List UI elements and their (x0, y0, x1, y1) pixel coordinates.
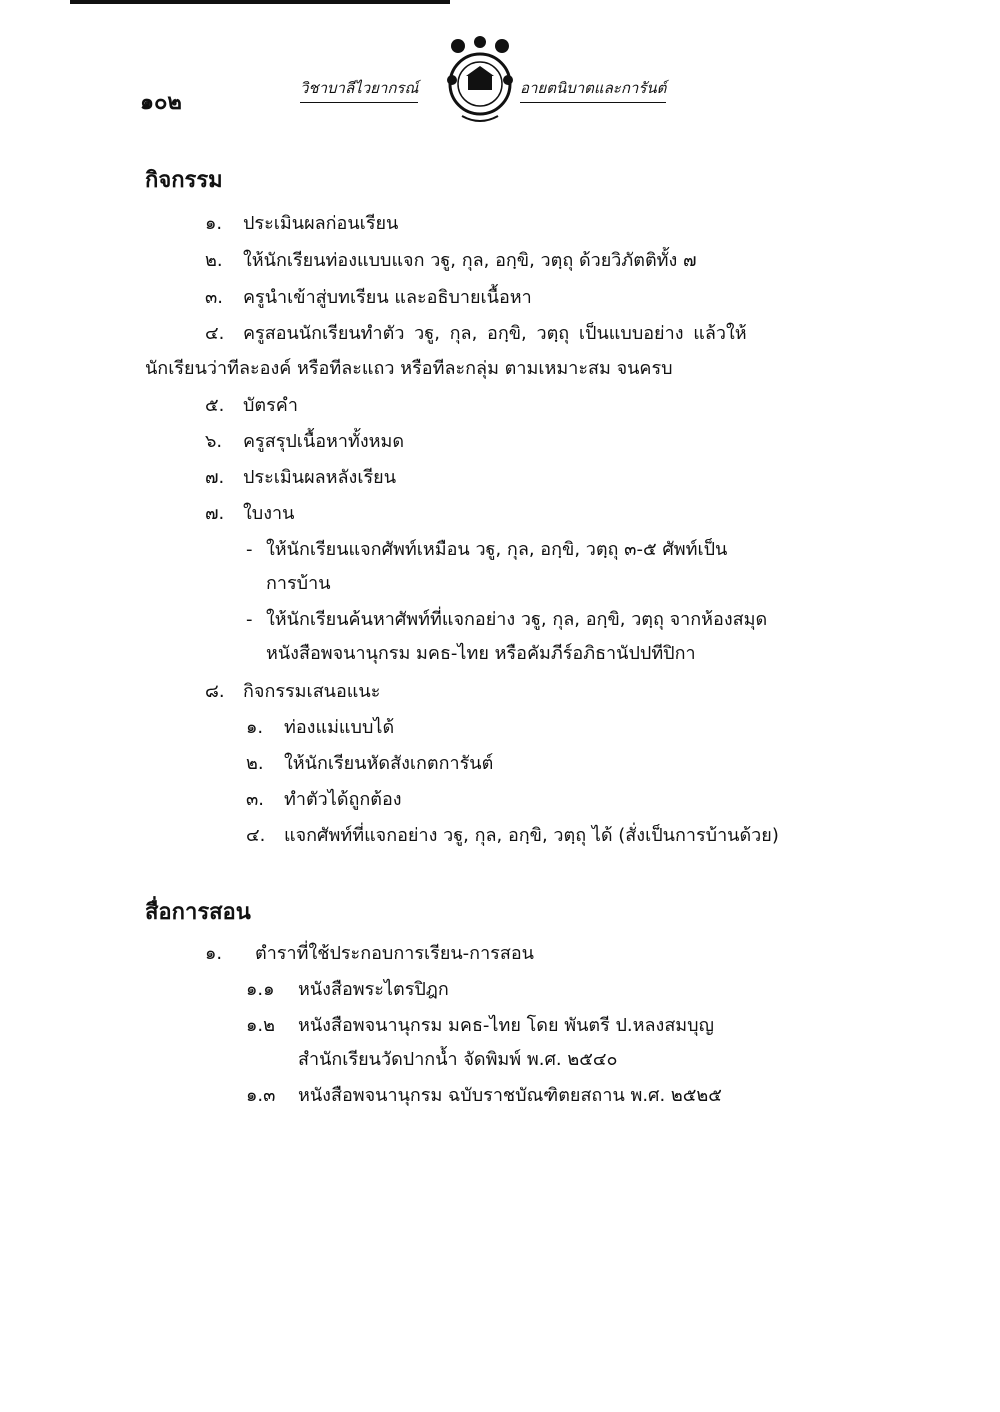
item-number: ๔. (205, 323, 225, 344)
page-number: ๑๐๒ (140, 90, 182, 115)
item-text: ใบงาน (243, 503, 295, 524)
item-number: ๖. (205, 431, 223, 452)
worksheet-item (246, 604, 767, 633)
item-number: ๑.๓ (246, 1085, 276, 1106)
item-text: ประเมินผลหลังเรียน (243, 467, 397, 488)
item-text: ให้นักเรียนท่องแบบแจก วฐู, กุล, อกฺขิ, วตฺถุ ด้วยวิภัตติทั้ง ๗ (243, 250, 697, 271)
item-number: ๓. (246, 789, 265, 810)
item-text: ครูนำเข้าสู่บทเรียน และอธิบายเนื้อหา (243, 287, 532, 308)
emblem-seal-icon (438, 36, 522, 126)
worksheet-item (246, 534, 727, 563)
item-text: ทำตัวได้ถูกต้อง (284, 789, 402, 810)
item-number: ๑. (205, 213, 223, 234)
suggested-item (246, 784, 402, 813)
item-text: หนังสือพจนานุกรม ฉบับราชบัณฑิตยสถาน พ.ศ. ๒๕๒๕ (298, 1085, 722, 1106)
bullet: - (246, 609, 253, 630)
activity-item (205, 282, 532, 311)
media-item (205, 938, 534, 967)
activity-item (205, 462, 396, 491)
suggested-item (246, 712, 394, 741)
item-text: หนังสือพระไตรปิฎก (298, 979, 449, 1000)
item-text: หนังสือพจนานุกรม มคธ-ไทย โดย พันตรี ป.หลงสมบุญ (298, 1015, 714, 1036)
item-text: กิจกรรมเสนอแนะ (243, 681, 381, 702)
activity-item (205, 245, 697, 274)
item-number: ๗. (205, 503, 225, 524)
item-text: ให้นักเรียนค้นหาศัพท์ที่แจกอย่าง วฐู, กุล, อกฺขิ, วตฺถุ จากห้องสมุด (266, 609, 768, 630)
item-number: ๕. (205, 395, 225, 416)
item-text: แจกศัพท์ที่แจกอย่าง วฐู, กุล, อกฺขิ, วตฺถุ ได้ (สั่งเป็นการบ้านด้วย) (284, 825, 779, 846)
suggested-item (246, 748, 493, 777)
media-sub-item (246, 1080, 722, 1109)
item-number: ๘. (205, 681, 225, 702)
media-title: สื่อการสอน (145, 900, 251, 925)
item-text: ท่องแม่แบบได้ (284, 717, 395, 738)
item-number: ๒. (246, 753, 264, 774)
activity-item (205, 390, 298, 419)
header-right-title: อายตนิบาตและการันต์ (520, 76, 666, 103)
item-text: ประเมินผลก่อนเรียน (243, 213, 399, 234)
item-text: ครูสรุปเนื้อหาทั้งหมด (243, 431, 405, 452)
activities-title: กิจกรรม (145, 168, 223, 193)
media-sub-item (246, 974, 449, 1003)
item-text: ครูสอนนักเรียนทำตัว วฐู, กุล, อกฺขิ, วตฺถุ เป็นแบบอย่าง แล้วให้ (243, 323, 747, 344)
item-number: ๗. (205, 467, 225, 488)
item-text: บัตรคำ (243, 395, 298, 416)
item-number: ๓. (205, 287, 224, 308)
media-sub-item (246, 1010, 714, 1039)
media-sub-item-continuation: สำนักเรียนวัดปากน้ำ จัดพิมพ์ พ.ศ. ๒๕๔๐ (298, 1049, 618, 1070)
top-rule (70, 0, 450, 4)
item-text: ตำราที่ใช้ประกอบการเรียน-การสอน (255, 943, 534, 964)
item-number: ๑. (246, 717, 264, 738)
activity-item (205, 426, 404, 455)
item-text: ให้นักเรียนหัดสังเกตการันต์ (284, 753, 494, 774)
worksheet-item-continuation: การบ้าน (266, 573, 331, 594)
activity-item-continuation: นักเรียนว่าทีละองค์ หรือทีละแถว หรือทีละกลุ่ม ตามเหมาะสม จนครบ (145, 358, 673, 379)
item-number: ๑.๒ (246, 1015, 276, 1036)
item-number: ๑. (205, 943, 223, 964)
suggested-activities (205, 676, 380, 705)
activity-item (205, 498, 294, 527)
worksheet-item-continuation: หนังสือพจนานุกรม มคธ-ไทย หรือคัมภีร์อภิธานัปปทีปิกา (266, 643, 696, 664)
bullet: - (246, 539, 253, 560)
header-left-title: วิชาบาลีไวยากรณ์ (300, 76, 418, 103)
suggested-item (246, 820, 779, 849)
item-text: ให้นักเรียนแจกศัพท์เหมือน วฐู, กุล, อกฺขิ, วตฺถุ ๓-๕ ศัพท์เป็น (266, 539, 728, 560)
item-number: ๔. (246, 825, 266, 846)
activity-item (205, 208, 398, 237)
item-number: ๑.๑ (246, 979, 275, 1000)
activity-item (205, 318, 747, 347)
item-number: ๒. (205, 250, 223, 271)
